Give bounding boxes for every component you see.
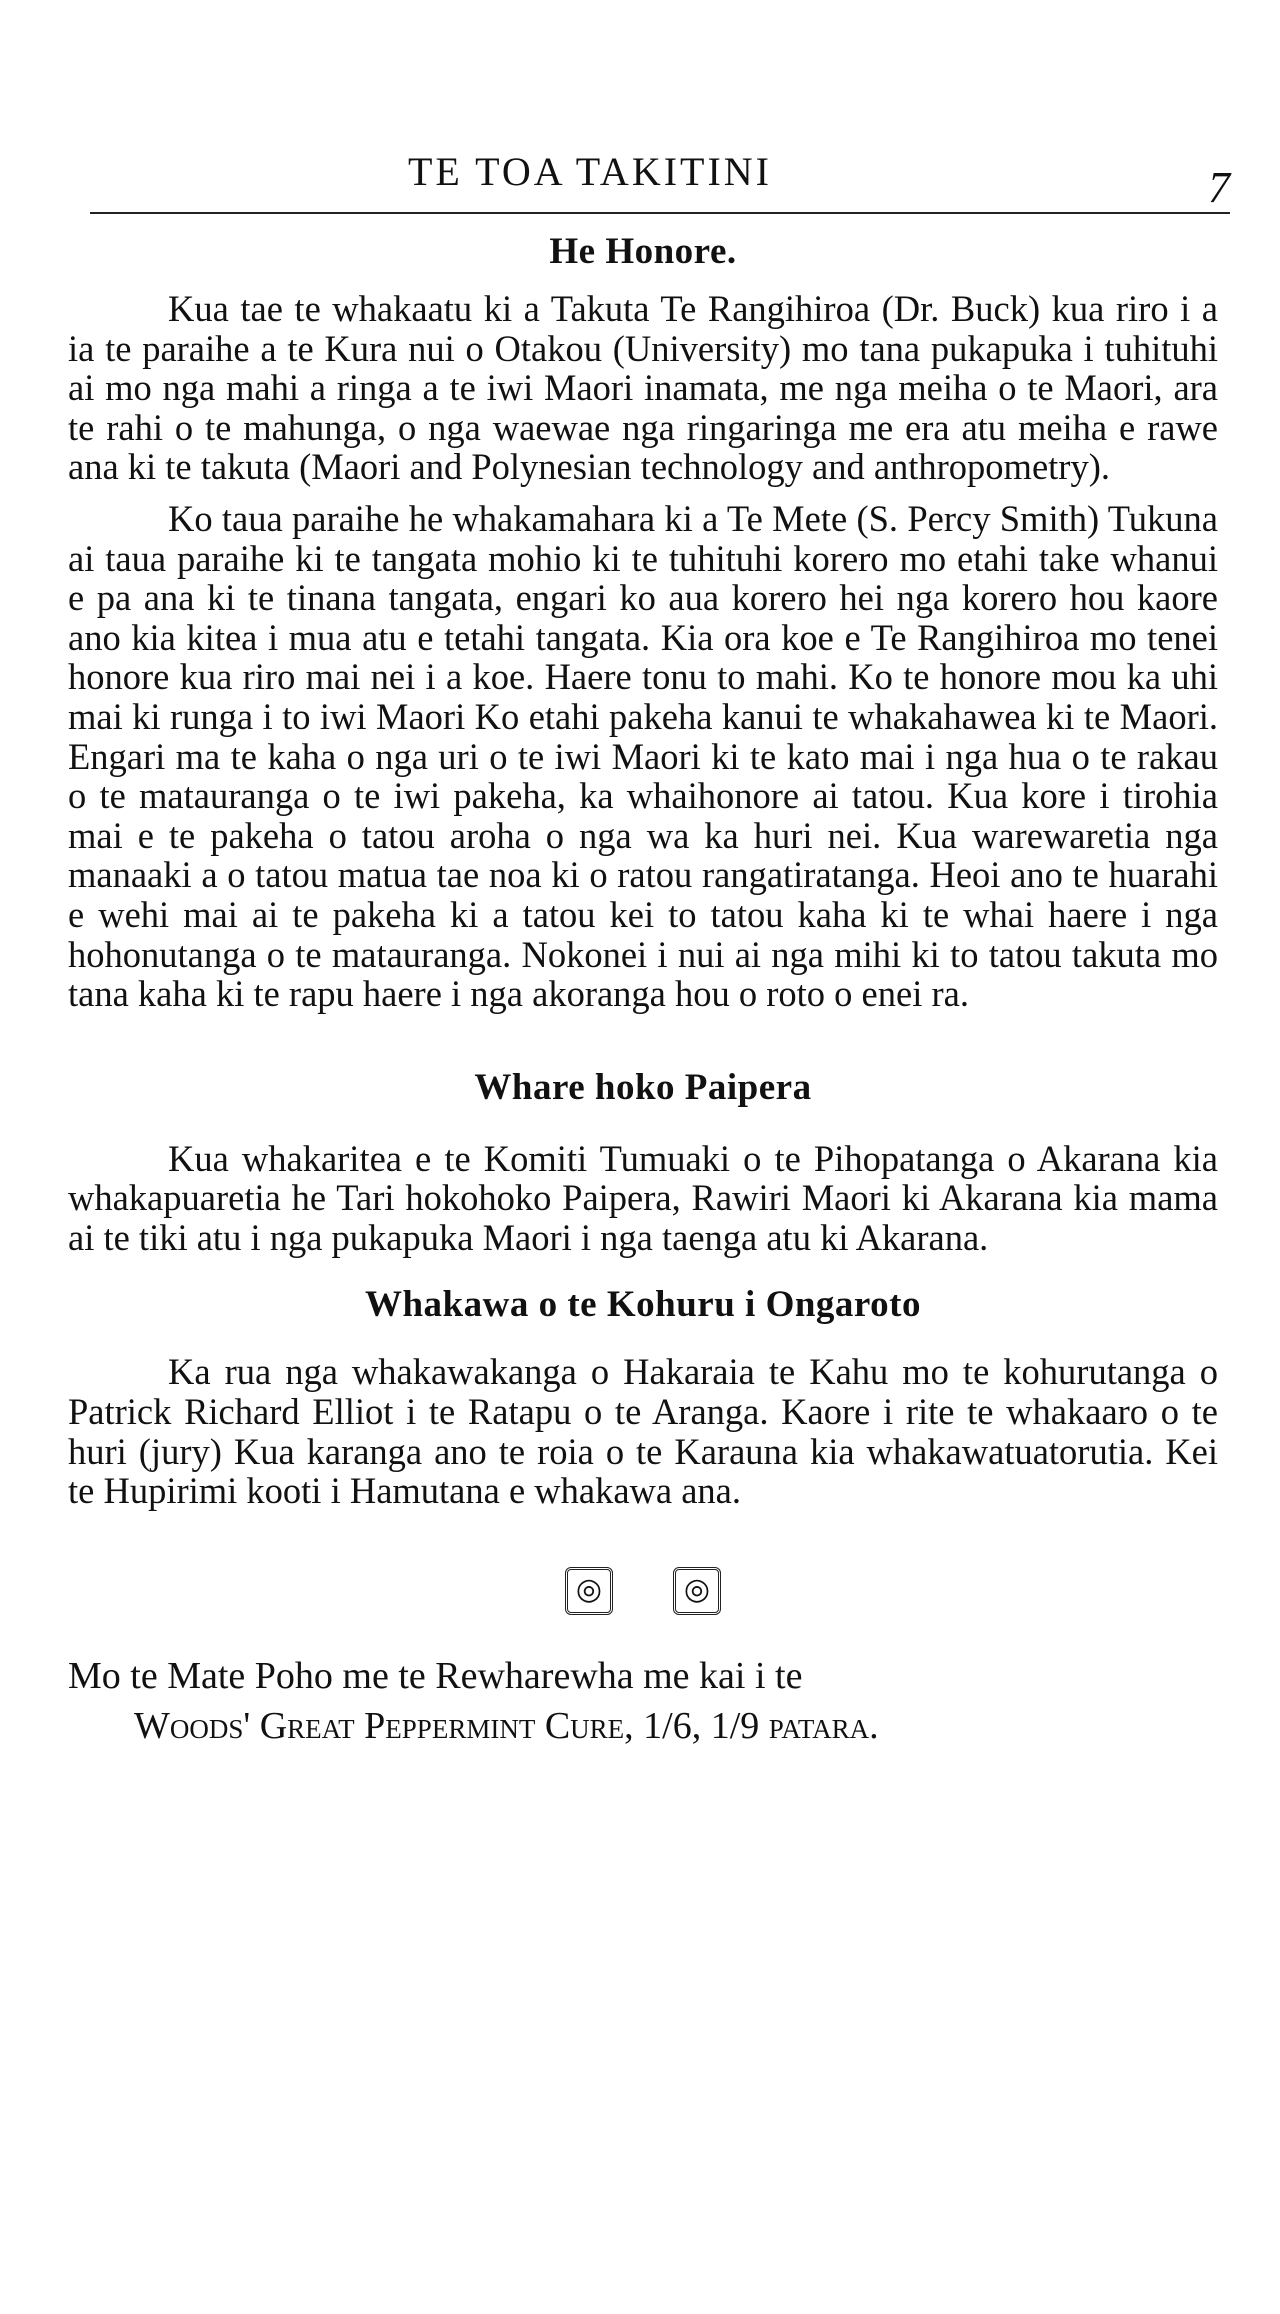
page-number: 7 [1208, 163, 1230, 212]
article-whakawa-kohuru [68, 1283, 1218, 1510]
spiral-ornament-icon: ◎ [565, 1567, 613, 1615]
advert-line-2: Woods' Great Peppermint Cure, 1/6, 1/9 patara. [134, 1704, 879, 1747]
article-heading: He Honore. [549, 231, 737, 272]
running-title: TE TOA TAKITINI [408, 149, 772, 194]
advert-line-1: Mo te Mate Poho me te Rewharewha me kai i te [68, 1654, 803, 1697]
article-paragraph: Ko taua paraihe he whakamahara ki a Te Mete (S. Percy Smith) Tukuna ai taua paraihe ki te tangata mohio ki te tuhituhi korero mo etahi take whanui e pa ana ki te tinana tangata, engari ko aua korero hei nga korero hou kaore ano kia kitea i mua atu e tetahi tangata. Kia ora koe e Te Rangihiroa mo tenei honore kua riro mai nei i a koe. Haere tonu to mahi. Ko te honore mou ka uhi mai ki runga i to iwi Maori Ko etahi pakeha kanui te whakahawea ki te Maori. Engari ma te kaha o nga uri o te iwi Maori ki te kato mai i nga hua o te rakau o te matauranga o te iwi pakeha, ka whaihonore ai tatou. Kua kore i tirohia mai e te pakeha o tatou aroha o nga wa ka huri nei. Kua warewaretia nga manaaki a o tatou matua tae noa ki o ratou rangatiratanga. Heoi ano te huarahi e wehi mai ai te pakeha ki a tatou kei to tatou kaha ki te whai haere i nga hohonutanga o te matauranga. Nokonei i nui ai nga mihi ki to tatou takuta mo tana kaha ki te rapu haere i nga akoranga hou o roto o enei ra. [68, 497, 1218, 1015]
article-heading: Whare hoko Paipera [474, 1066, 812, 1108]
article-paragraph: Kua whakaritea e te Komiti Tumuaki o te Pihopatanga o Akarana kia whakapuaretia he Tari hokohoko Paipera, Rawiri Maori ki Akarana kia mama ai te tiki atu i nga pukapuka Maori i nga taenga atu ki Akarana. [68, 1137, 1218, 1258]
spiral-ornament-icon: ◎ [673, 1567, 721, 1615]
page-content [68, 230, 1218, 1751]
article-heading: Whakawa o te Kohuru i Ongaroto [364, 1284, 922, 1326]
article-whare-hoko-paipera [68, 1066, 1218, 1258]
article-he-honore [68, 230, 1218, 1014]
header-rule [90, 212, 1230, 214]
ornament-row [68, 1567, 1218, 1615]
running-head [90, 140, 1230, 222]
article-paragraph: Ka rua nga whakawakanga o Hakaraia te Kahu mo te kohurutanga o Patrick Richard Elliot i te Ratapu o te Aranga. Kaore i rite te whakaaro o te huri (jury) Kua karanga ano te roia o te Karauna kia whakawatuatorutia. Kei te Hupirimi kooti i Hamutana e whakawa ana. [68, 1351, 1218, 1512]
article-paragraph: Kua tae te whakaatu ki a Takuta Te Rangihiroa (Dr. Buck) kua riro i a ia te paraihe a te Kura nui o Otakou (University) mo tana pukapuka i tuhituhi ai mo nga mahi a ringa a te iwi Maori inamata, me nga meiha o te Maori, ara te rahi o te mahunga, o nga waewae nga ringaringa me era atu meiha e rawe ana ki te takuta (Maori and Polynesian technology and anthropometry). [68, 288, 1218, 488]
advertisement [68, 1651, 1218, 1751]
